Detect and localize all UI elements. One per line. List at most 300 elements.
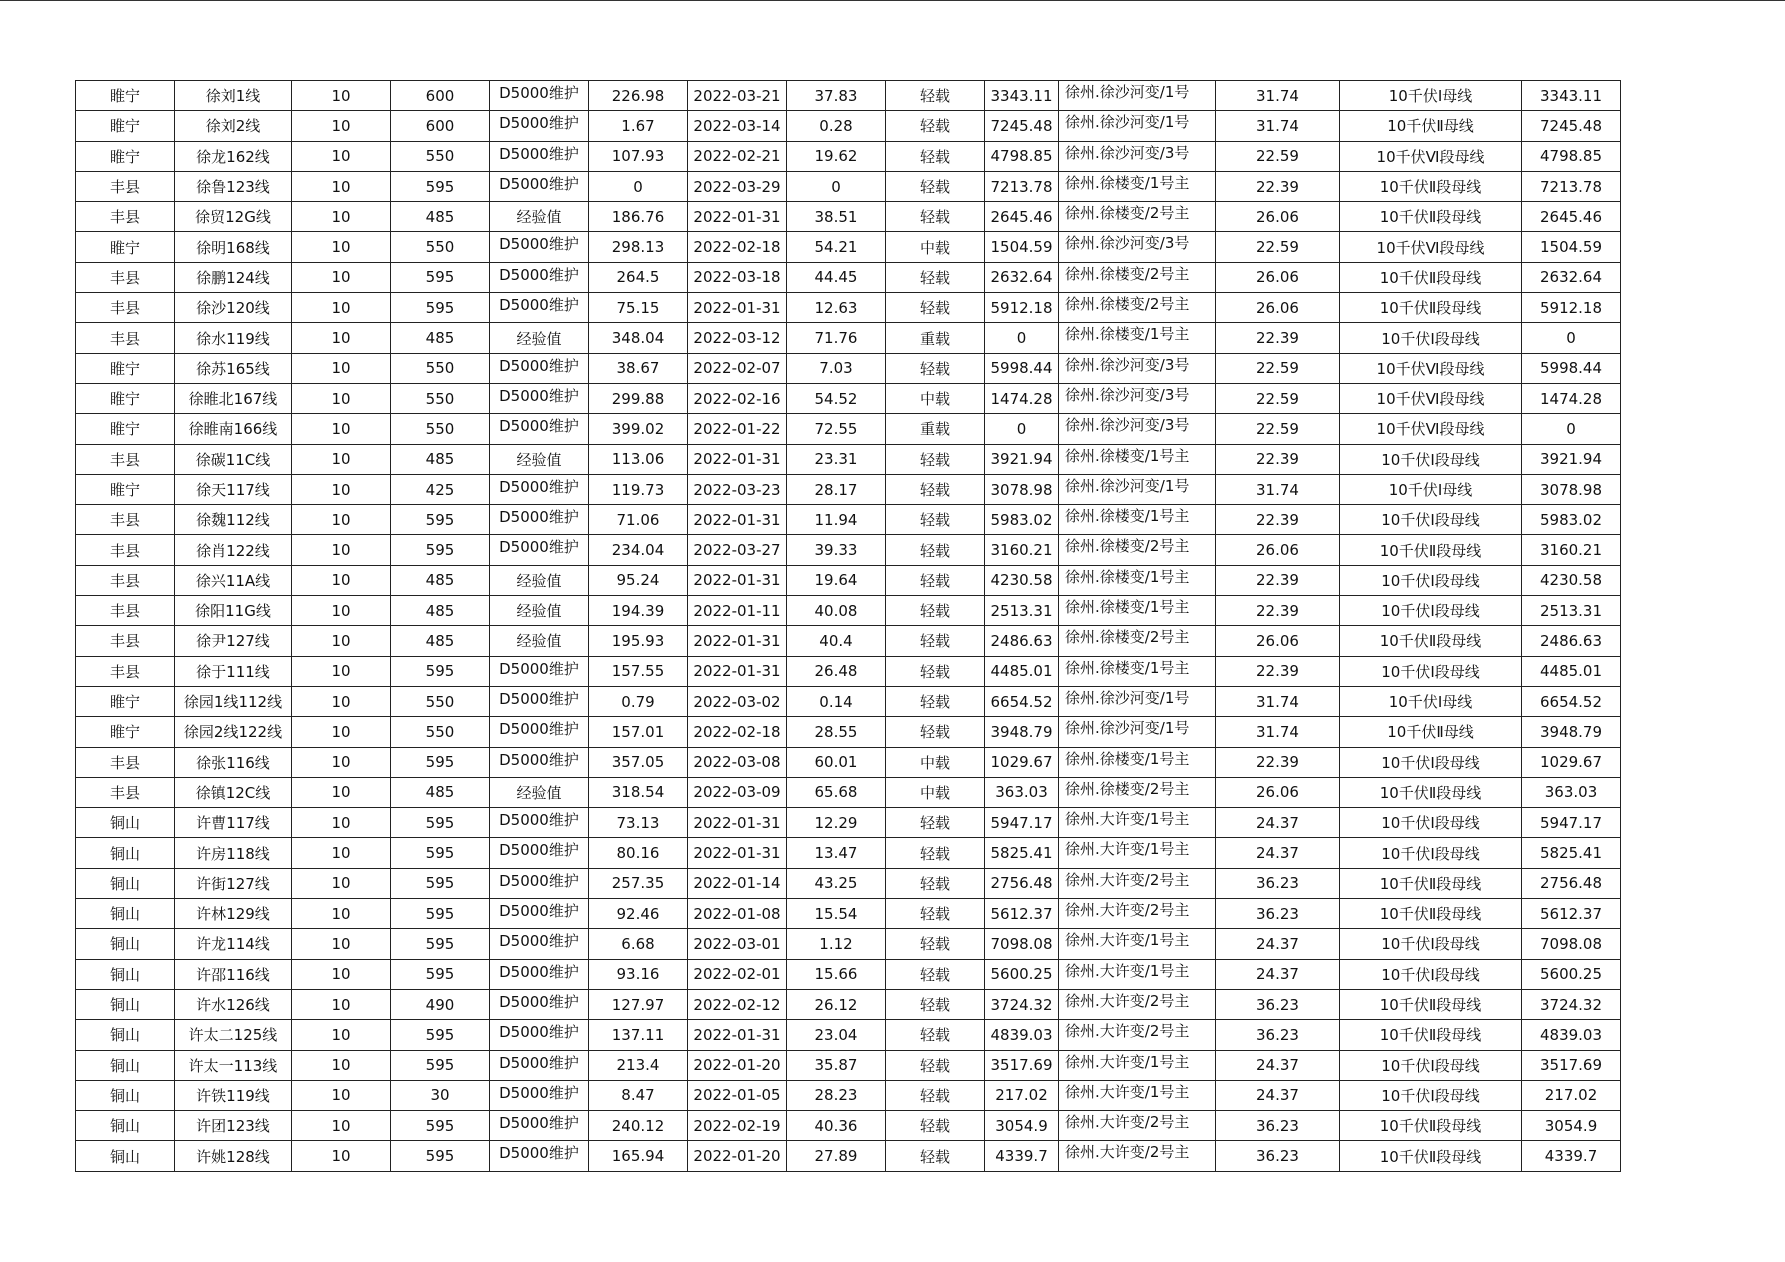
cell-transformer-load-rate: 26.06 xyxy=(1216,626,1340,656)
cell-max-current: 318.54 xyxy=(589,777,688,807)
cell-line-name: 徐沙120线 xyxy=(175,293,292,323)
cell-voltage: 10 xyxy=(292,81,391,111)
cell-source: D5000维护 xyxy=(490,505,589,535)
cell-line-name: 徐天117线 xyxy=(175,474,292,504)
cell-substation-transformer: 徐州.徐楼变/1号主 xyxy=(1059,656,1216,686)
cell-line-name: 徐睢南166线 xyxy=(175,414,292,444)
cell-line-name: 许林129线 xyxy=(175,899,292,929)
cell-bus-section: 10千伏Ⅰ段母线 xyxy=(1340,444,1522,474)
cell-rated-current: 485 xyxy=(391,323,490,353)
cell-rated-current: 595 xyxy=(391,293,490,323)
cell-voltage: 10 xyxy=(292,777,391,807)
cell-source: D5000维护 xyxy=(490,717,589,747)
cell-bus-section: 10千伏Ⅱ段母线 xyxy=(1340,1111,1522,1141)
cell-load-rate: 12.29 xyxy=(787,808,886,838)
cell-available-capacity: 1474.28 xyxy=(985,383,1059,413)
cell-county: 睢宁 xyxy=(76,383,175,413)
cell-date: 2022-01-22 xyxy=(688,414,787,444)
cell-rated-current: 600 xyxy=(391,81,490,111)
table-row xyxy=(76,838,1621,868)
cell-date: 2022-02-18 xyxy=(688,232,787,262)
cell-bus-available-capacity: 5947.17 xyxy=(1522,808,1621,838)
cell-load-rate: 7.03 xyxy=(787,353,886,383)
cell-load-rate: 28.17 xyxy=(787,474,886,504)
cell-voltage: 10 xyxy=(292,686,391,716)
cell-date: 2022-03-12 xyxy=(688,323,787,353)
cell-load-rate: 28.55 xyxy=(787,717,886,747)
cell-substation-transformer: 徐州.徐楼变/1号主 xyxy=(1059,565,1216,595)
cell-voltage: 10 xyxy=(292,1080,391,1110)
cell-bus-section: 10千伏Ⅱ段母线 xyxy=(1340,777,1522,807)
cell-available-capacity: 5612.37 xyxy=(985,899,1059,929)
cell-load-rate: 26.12 xyxy=(787,989,886,1019)
cell-voltage: 10 xyxy=(292,171,391,201)
cell-load-rate: 28.23 xyxy=(787,1080,886,1110)
cell-date: 2022-03-14 xyxy=(688,111,787,141)
cell-voltage: 10 xyxy=(292,262,391,292)
table-row xyxy=(76,808,1621,838)
cell-voltage: 10 xyxy=(292,232,391,262)
cell-line-name: 许龙114线 xyxy=(175,929,292,959)
cell-source: 经验值 xyxy=(490,777,589,807)
cell-available-capacity: 2486.63 xyxy=(985,626,1059,656)
cell-load-status: 轻载 xyxy=(886,474,985,504)
cell-line-name: 许太一113线 xyxy=(175,1050,292,1080)
cell-bus-section: 10千伏Ⅰ段母线 xyxy=(1340,1080,1522,1110)
cell-load-rate: 1.12 xyxy=(787,929,886,959)
cell-load-rate: 54.52 xyxy=(787,383,886,413)
cell-transformer-load-rate: 22.39 xyxy=(1216,323,1340,353)
cell-date: 2022-02-07 xyxy=(688,353,787,383)
cell-bus-available-capacity: 5912.18 xyxy=(1522,293,1621,323)
table-body xyxy=(76,81,1621,1172)
cell-bus-section: 10千伏Ⅰ段母线 xyxy=(1340,838,1522,868)
cell-rated-current: 595 xyxy=(391,808,490,838)
cell-county: 铜山 xyxy=(76,1050,175,1080)
cell-rated-current: 485 xyxy=(391,596,490,626)
table-row xyxy=(76,505,1621,535)
cell-source: D5000维护 xyxy=(490,1080,589,1110)
cell-rated-current: 485 xyxy=(391,202,490,232)
cell-date: 2022-01-31 xyxy=(688,656,787,686)
cell-transformer-load-rate: 22.39 xyxy=(1216,656,1340,686)
cell-load-status: 轻载 xyxy=(886,929,985,959)
cell-load-status: 轻载 xyxy=(886,959,985,989)
cell-available-capacity: 217.02 xyxy=(985,1080,1059,1110)
cell-county: 丰县 xyxy=(76,747,175,777)
cell-transformer-load-rate: 36.23 xyxy=(1216,1141,1340,1171)
cell-load-status: 中载 xyxy=(886,383,985,413)
cell-transformer-load-rate: 36.23 xyxy=(1216,899,1340,929)
cell-max-current: 6.68 xyxy=(589,929,688,959)
cell-load-rate: 23.31 xyxy=(787,444,886,474)
cell-county: 丰县 xyxy=(76,323,175,353)
cell-bus-section: 10千伏Ⅰ段母线 xyxy=(1340,565,1522,595)
cell-source: D5000维护 xyxy=(490,1050,589,1080)
cell-max-current: 80.16 xyxy=(589,838,688,868)
cell-bus-section: 10千伏Ⅱ段母线 xyxy=(1340,1020,1522,1050)
cell-bus-section: 10千伏Ⅱ段母线 xyxy=(1340,293,1522,323)
cell-county: 睢宁 xyxy=(76,717,175,747)
cell-source: D5000维护 xyxy=(490,959,589,989)
cell-voltage: 10 xyxy=(292,565,391,595)
cell-bus-available-capacity: 2645.46 xyxy=(1522,202,1621,232)
table-row xyxy=(76,959,1621,989)
cell-load-rate: 40.08 xyxy=(787,596,886,626)
cell-transformer-load-rate: 22.59 xyxy=(1216,383,1340,413)
cell-max-current: 299.88 xyxy=(589,383,688,413)
cell-load-status: 轻载 xyxy=(886,989,985,1019)
cell-substation-transformer: 徐州.大许变/2号主 xyxy=(1059,1111,1216,1141)
cell-max-current: 357.05 xyxy=(589,747,688,777)
cell-load-status: 轻载 xyxy=(886,596,985,626)
cell-transformer-load-rate: 31.74 xyxy=(1216,686,1340,716)
cell-source: 经验值 xyxy=(490,626,589,656)
cell-voltage: 10 xyxy=(292,1111,391,1141)
table-row xyxy=(76,293,1621,323)
cell-bus-section: 10千伏Ⅵ段母线 xyxy=(1340,414,1522,444)
cell-bus-available-capacity: 3343.11 xyxy=(1522,81,1621,111)
cell-max-current: 186.76 xyxy=(589,202,688,232)
cell-load-status: 轻载 xyxy=(886,171,985,201)
cell-transformer-load-rate: 24.37 xyxy=(1216,1050,1340,1080)
cell-available-capacity: 1504.59 xyxy=(985,232,1059,262)
cell-source: D5000维护 xyxy=(490,808,589,838)
table-row xyxy=(76,1141,1621,1171)
cell-source: D5000维护 xyxy=(490,535,589,565)
cell-source: D5000维护 xyxy=(490,111,589,141)
cell-line-name: 许房118线 xyxy=(175,838,292,868)
cell-county: 铜山 xyxy=(76,1020,175,1050)
cell-available-capacity: 4798.85 xyxy=(985,141,1059,171)
cell-bus-available-capacity: 1504.59 xyxy=(1522,232,1621,262)
cell-date: 2022-01-31 xyxy=(688,505,787,535)
cell-load-status: 轻载 xyxy=(886,1080,985,1110)
cell-source: D5000维护 xyxy=(490,414,589,444)
cell-load-status: 中载 xyxy=(886,777,985,807)
cell-transformer-load-rate: 22.39 xyxy=(1216,565,1340,595)
cell-transformer-load-rate: 31.74 xyxy=(1216,81,1340,111)
cell-available-capacity: 5947.17 xyxy=(985,808,1059,838)
cell-line-name: 徐明168线 xyxy=(175,232,292,262)
cell-line-name: 许曹117线 xyxy=(175,808,292,838)
cell-bus-available-capacity: 3921.94 xyxy=(1522,444,1621,474)
cell-voltage: 10 xyxy=(292,717,391,747)
cell-load-status: 轻载 xyxy=(886,1050,985,1080)
cell-date: 2022-03-23 xyxy=(688,474,787,504)
cell-line-name: 许水126线 xyxy=(175,989,292,1019)
cell-bus-section: 10千伏Ⅰ段母线 xyxy=(1340,656,1522,686)
cell-line-name: 许姚128线 xyxy=(175,1141,292,1171)
cell-load-status: 轻载 xyxy=(886,808,985,838)
cell-load-status: 重载 xyxy=(886,323,985,353)
table-row xyxy=(76,414,1621,444)
cell-bus-section: 10千伏Ⅰ段母线 xyxy=(1340,929,1522,959)
data-sheet xyxy=(75,80,1621,1172)
table-row xyxy=(76,444,1621,474)
cell-bus-section: 10千伏Ⅰ段母线 xyxy=(1340,323,1522,353)
cell-available-capacity: 4485.01 xyxy=(985,656,1059,686)
cell-max-current: 107.93 xyxy=(589,141,688,171)
cell-bus-available-capacity: 1029.67 xyxy=(1522,747,1621,777)
cell-county: 铜山 xyxy=(76,838,175,868)
cell-substation-transformer: 徐州.大许变/2号主 xyxy=(1059,1141,1216,1171)
cell-substation-transformer: 徐州.大许变/2号主 xyxy=(1059,899,1216,929)
cell-bus-available-capacity: 3517.69 xyxy=(1522,1050,1621,1080)
cell-max-current: 264.5 xyxy=(589,262,688,292)
cell-date: 2022-01-20 xyxy=(688,1050,787,1080)
table-row xyxy=(76,565,1621,595)
cell-source: 经验值 xyxy=(490,323,589,353)
cell-substation-transformer: 徐州.徐沙河变/3号 xyxy=(1059,414,1216,444)
cell-available-capacity: 2513.31 xyxy=(985,596,1059,626)
cell-bus-available-capacity: 5983.02 xyxy=(1522,505,1621,535)
cell-transformer-load-rate: 24.37 xyxy=(1216,1080,1340,1110)
cell-date: 2022-01-31 xyxy=(688,202,787,232)
cell-load-rate: 37.83 xyxy=(787,81,886,111)
cell-load-status: 轻载 xyxy=(886,717,985,747)
cell-transformer-load-rate: 22.59 xyxy=(1216,232,1340,262)
cell-substation-transformer: 徐州.徐楼变/2号主 xyxy=(1059,626,1216,656)
cell-bus-section: 10千伏Ⅱ段母线 xyxy=(1340,262,1522,292)
table-row xyxy=(76,626,1621,656)
cell-voltage: 10 xyxy=(292,535,391,565)
cell-line-name: 许团123线 xyxy=(175,1111,292,1141)
cell-line-name: 徐鹏124线 xyxy=(175,262,292,292)
cell-bus-section: 10千伏Ⅰ母线 xyxy=(1340,474,1522,504)
cell-voltage: 10 xyxy=(292,202,391,232)
cell-source: 经验值 xyxy=(490,444,589,474)
cell-substation-transformer: 徐州.徐沙河变/3号 xyxy=(1059,141,1216,171)
cell-line-name: 徐刘1线 xyxy=(175,81,292,111)
cell-substation-transformer: 徐州.徐沙河变/3号 xyxy=(1059,353,1216,383)
cell-bus-available-capacity: 5600.25 xyxy=(1522,959,1621,989)
cell-bus-available-capacity: 7213.78 xyxy=(1522,171,1621,201)
cell-available-capacity: 3078.98 xyxy=(985,474,1059,504)
cell-transformer-load-rate: 31.74 xyxy=(1216,474,1340,504)
cell-voltage: 10 xyxy=(292,1050,391,1080)
cell-date: 2022-03-29 xyxy=(688,171,787,201)
cell-load-status: 轻载 xyxy=(886,141,985,171)
cell-rated-current: 550 xyxy=(391,383,490,413)
cell-transformer-load-rate: 31.74 xyxy=(1216,717,1340,747)
cell-transformer-load-rate: 36.23 xyxy=(1216,1020,1340,1050)
cell-max-current: 71.06 xyxy=(589,505,688,535)
cell-load-status: 轻载 xyxy=(886,838,985,868)
cell-rated-current: 595 xyxy=(391,1141,490,1171)
cell-load-rate: 19.62 xyxy=(787,141,886,171)
cell-load-rate: 40.36 xyxy=(787,1111,886,1141)
cell-voltage: 10 xyxy=(292,293,391,323)
cell-county: 睢宁 xyxy=(76,414,175,444)
table-row xyxy=(76,929,1621,959)
cell-substation-transformer: 徐州.大许变/2号主 xyxy=(1059,989,1216,1019)
table-row xyxy=(76,1111,1621,1141)
table-row xyxy=(76,535,1621,565)
cell-source: D5000维护 xyxy=(490,232,589,262)
cell-date: 2022-01-31 xyxy=(688,565,787,595)
cell-county: 睢宁 xyxy=(76,111,175,141)
cell-load-rate: 15.66 xyxy=(787,959,886,989)
cell-load-status: 轻载 xyxy=(886,1111,985,1141)
table-row xyxy=(76,747,1621,777)
cell-bus-available-capacity: 3078.98 xyxy=(1522,474,1621,504)
cell-voltage: 10 xyxy=(292,1141,391,1171)
cell-source: D5000维护 xyxy=(490,929,589,959)
cell-available-capacity: 7245.48 xyxy=(985,111,1059,141)
cell-load-status: 轻载 xyxy=(886,202,985,232)
cell-load-rate: 13.47 xyxy=(787,838,886,868)
cell-available-capacity: 6654.52 xyxy=(985,686,1059,716)
cell-substation-transformer: 徐州.大许变/1号主 xyxy=(1059,838,1216,868)
cell-transformer-load-rate: 22.39 xyxy=(1216,747,1340,777)
cell-load-rate: 54.21 xyxy=(787,232,886,262)
cell-available-capacity: 5912.18 xyxy=(985,293,1059,323)
cell-rated-current: 485 xyxy=(391,444,490,474)
cell-rated-current: 595 xyxy=(391,838,490,868)
cell-county: 铜山 xyxy=(76,1111,175,1141)
cell-load-rate: 15.54 xyxy=(787,899,886,929)
cell-date: 2022-01-31 xyxy=(688,444,787,474)
cell-source: D5000维护 xyxy=(490,1111,589,1141)
cell-max-current: 119.73 xyxy=(589,474,688,504)
cell-bus-available-capacity: 2513.31 xyxy=(1522,596,1621,626)
cell-load-rate: 26.48 xyxy=(787,656,886,686)
cell-available-capacity: 4839.03 xyxy=(985,1020,1059,1050)
cell-load-status: 轻载 xyxy=(886,535,985,565)
cell-available-capacity: 5998.44 xyxy=(985,353,1059,383)
cell-transformer-load-rate: 26.06 xyxy=(1216,535,1340,565)
cell-line-name: 徐肖122线 xyxy=(175,535,292,565)
cell-voltage: 10 xyxy=(292,474,391,504)
cell-substation-transformer: 徐州.徐楼变/2号主 xyxy=(1059,535,1216,565)
cell-rated-current: 30 xyxy=(391,1080,490,1110)
cell-rated-current: 425 xyxy=(391,474,490,504)
cell-bus-section: 10千伏Ⅵ段母线 xyxy=(1340,232,1522,262)
cell-bus-available-capacity: 2486.63 xyxy=(1522,626,1621,656)
cell-transformer-load-rate: 24.37 xyxy=(1216,808,1340,838)
cell-bus-available-capacity: 3054.9 xyxy=(1522,1111,1621,1141)
cell-substation-transformer: 徐州.大许变/2号主 xyxy=(1059,1020,1216,1050)
cell-rated-current: 550 xyxy=(391,141,490,171)
cell-load-status: 轻载 xyxy=(886,656,985,686)
cell-load-status: 轻载 xyxy=(886,1020,985,1050)
cell-available-capacity: 363.03 xyxy=(985,777,1059,807)
cell-county: 铜山 xyxy=(76,868,175,898)
cell-load-rate: 35.87 xyxy=(787,1050,886,1080)
cell-date: 2022-03-18 xyxy=(688,262,787,292)
cell-bus-available-capacity: 6654.52 xyxy=(1522,686,1621,716)
cell-county: 丰县 xyxy=(76,293,175,323)
cell-line-name: 徐水119线 xyxy=(175,323,292,353)
table-row xyxy=(76,171,1621,201)
cell-line-name: 许太二125线 xyxy=(175,1020,292,1050)
cell-date: 2022-01-05 xyxy=(688,1080,787,1110)
cell-voltage: 10 xyxy=(292,323,391,353)
cell-date: 2022-03-21 xyxy=(688,81,787,111)
cell-load-rate: 38.51 xyxy=(787,202,886,232)
cell-county: 睢宁 xyxy=(76,474,175,504)
cell-date: 2022-02-01 xyxy=(688,959,787,989)
cell-rated-current: 485 xyxy=(391,626,490,656)
cell-substation-transformer: 徐州.徐沙河变/1号 xyxy=(1059,81,1216,111)
feeder-load-table xyxy=(75,80,1621,1172)
cell-rated-current: 595 xyxy=(391,1050,490,1080)
cell-rated-current: 595 xyxy=(391,959,490,989)
cell-bus-available-capacity: 7098.08 xyxy=(1522,929,1621,959)
cell-rated-current: 550 xyxy=(391,717,490,747)
cell-bus-section: 10千伏Ⅱ段母线 xyxy=(1340,202,1522,232)
cell-rated-current: 550 xyxy=(391,686,490,716)
cell-substation-transformer: 徐州.徐楼变/1号主 xyxy=(1059,323,1216,353)
cell-load-rate: 72.55 xyxy=(787,414,886,444)
cell-bus-section: 10千伏Ⅵ段母线 xyxy=(1340,141,1522,171)
cell-load-rate: 65.68 xyxy=(787,777,886,807)
cell-bus-available-capacity: 2632.64 xyxy=(1522,262,1621,292)
cell-bus-available-capacity: 0 xyxy=(1522,323,1621,353)
cell-bus-section: 10千伏Ⅱ段母线 xyxy=(1340,989,1522,1019)
cell-county: 睢宁 xyxy=(76,81,175,111)
cell-voltage: 10 xyxy=(292,989,391,1019)
cell-load-rate: 40.4 xyxy=(787,626,886,656)
cell-transformer-load-rate: 26.06 xyxy=(1216,293,1340,323)
cell-voltage: 10 xyxy=(292,899,391,929)
cell-available-capacity: 3724.32 xyxy=(985,989,1059,1019)
cell-bus-section: 10千伏Ⅰ段母线 xyxy=(1340,505,1522,535)
cell-substation-transformer: 徐州.大许变/1号主 xyxy=(1059,959,1216,989)
cell-load-rate: 0.28 xyxy=(787,111,886,141)
cell-date: 2022-03-01 xyxy=(688,929,787,959)
table-row xyxy=(76,323,1621,353)
cell-load-rate: 0 xyxy=(787,171,886,201)
cell-voltage: 10 xyxy=(292,747,391,777)
cell-available-capacity: 4339.7 xyxy=(985,1141,1059,1171)
cell-county: 铜山 xyxy=(76,929,175,959)
cell-max-current: 0 xyxy=(589,171,688,201)
cell-bus-section: 10千伏Ⅱ段母线 xyxy=(1340,535,1522,565)
cell-max-current: 348.04 xyxy=(589,323,688,353)
cell-bus-section: 10千伏Ⅵ段母线 xyxy=(1340,353,1522,383)
cell-county: 睢宁 xyxy=(76,686,175,716)
cell-transformer-load-rate: 22.59 xyxy=(1216,141,1340,171)
cell-county: 丰县 xyxy=(76,262,175,292)
cell-voltage: 10 xyxy=(292,141,391,171)
cell-source: D5000维护 xyxy=(490,656,589,686)
cell-load-status: 轻载 xyxy=(886,444,985,474)
cell-available-capacity: 4230.58 xyxy=(985,565,1059,595)
cell-date: 2022-03-02 xyxy=(688,686,787,716)
cell-load-status: 轻载 xyxy=(886,111,985,141)
cell-line-name: 许邵116线 xyxy=(175,959,292,989)
cell-county: 铜山 xyxy=(76,989,175,1019)
cell-substation-transformer: 徐州.大许变/1号主 xyxy=(1059,1080,1216,1110)
cell-rated-current: 595 xyxy=(391,868,490,898)
cell-rated-current: 595 xyxy=(391,747,490,777)
cell-load-rate: 23.04 xyxy=(787,1020,886,1050)
cell-bus-available-capacity: 4839.03 xyxy=(1522,1020,1621,1050)
cell-source: D5000维护 xyxy=(490,262,589,292)
cell-county: 丰县 xyxy=(76,171,175,201)
cell-substation-transformer: 徐州.徐沙河变/1号 xyxy=(1059,111,1216,141)
table-row xyxy=(76,81,1621,111)
cell-voltage: 10 xyxy=(292,383,391,413)
table-row xyxy=(76,474,1621,504)
cell-county: 丰县 xyxy=(76,777,175,807)
cell-date: 2022-03-09 xyxy=(688,777,787,807)
cell-bus-available-capacity: 4230.58 xyxy=(1522,565,1621,595)
cell-transformer-load-rate: 36.23 xyxy=(1216,989,1340,1019)
cell-load-rate: 11.94 xyxy=(787,505,886,535)
